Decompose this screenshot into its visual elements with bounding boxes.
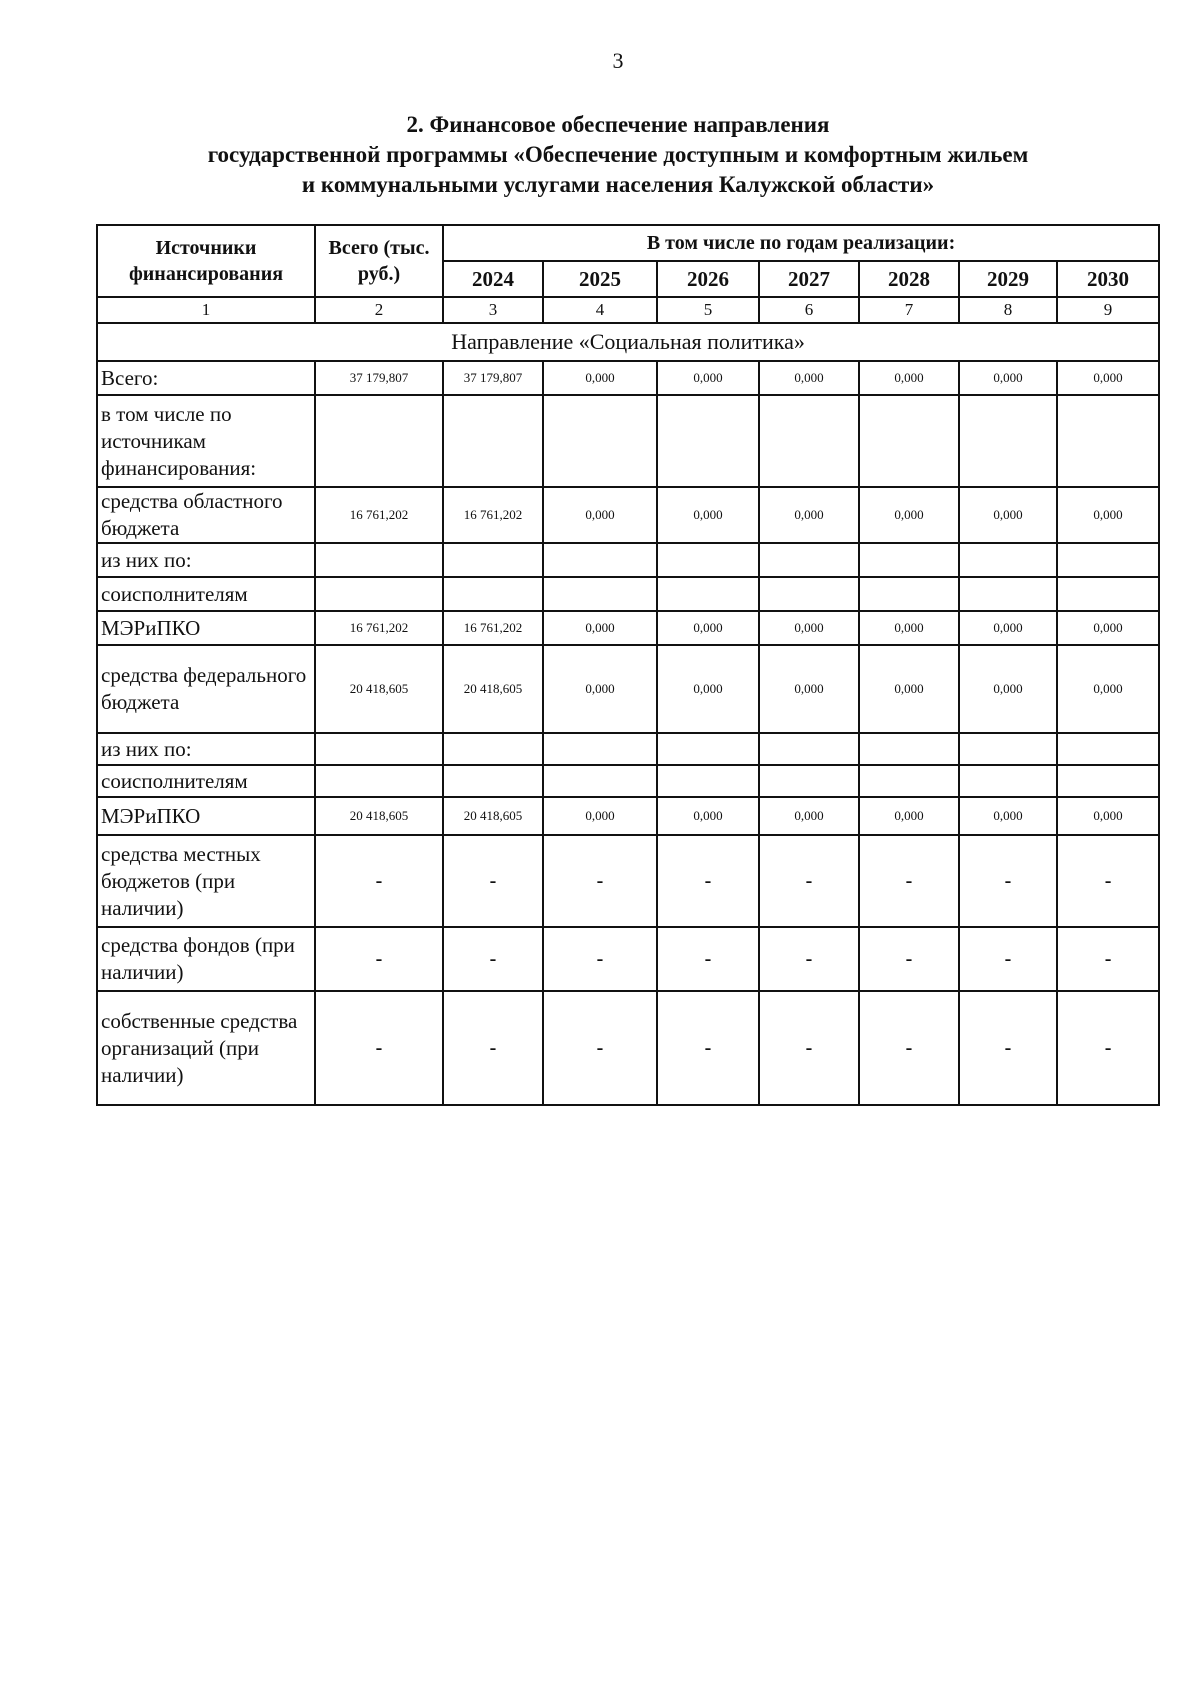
row-year-value bbox=[859, 765, 959, 797]
row-year-value: 20 418,605 bbox=[443, 645, 543, 733]
row-year-value: - bbox=[1057, 835, 1159, 927]
column-number: 3 bbox=[443, 297, 543, 323]
row-total: - bbox=[315, 991, 443, 1105]
row-label: средства местных бюджетов (при наличии) bbox=[97, 835, 315, 927]
row-year-value bbox=[1057, 733, 1159, 765]
row-year-value bbox=[543, 395, 657, 487]
section-title: Направление «Социальная политика» bbox=[97, 323, 1159, 361]
row-year-value: - bbox=[959, 991, 1057, 1105]
row-year-value bbox=[543, 765, 657, 797]
table-row bbox=[97, 487, 1159, 543]
row-year-value bbox=[959, 765, 1057, 797]
row-year-value bbox=[959, 733, 1057, 765]
row-year-value: 0,000 bbox=[1057, 797, 1159, 835]
table-row bbox=[97, 611, 1159, 645]
row-total bbox=[315, 577, 443, 611]
row-year-value: - bbox=[543, 991, 657, 1105]
row-year-value: 0,000 bbox=[959, 797, 1057, 835]
row-year-value bbox=[443, 395, 543, 487]
row-label: Всего: bbox=[97, 361, 315, 395]
row-year-value bbox=[1057, 543, 1159, 577]
row-year-value: 0,000 bbox=[859, 645, 959, 733]
row-year-value: 0,000 bbox=[859, 611, 959, 645]
row-year-value bbox=[443, 765, 543, 797]
row-year-value: 0,000 bbox=[959, 611, 1057, 645]
column-number: 9 bbox=[1057, 297, 1159, 323]
row-year-value: 0,000 bbox=[759, 611, 859, 645]
row-label: средства областного бюджета bbox=[97, 487, 315, 543]
row-year-value bbox=[657, 543, 759, 577]
row-year-value: - bbox=[1057, 927, 1159, 991]
row-total: - bbox=[315, 835, 443, 927]
document-title bbox=[0, 110, 1200, 200]
row-label: МЭРиПКО bbox=[97, 797, 315, 835]
row-label: средства фондов (при наличии) bbox=[97, 927, 315, 991]
row-year-value bbox=[657, 765, 759, 797]
header-year: 2024 bbox=[443, 261, 543, 297]
row-total: 20 418,605 bbox=[315, 645, 443, 733]
row-label: МЭРиПКО bbox=[97, 611, 315, 645]
header-year: 2026 bbox=[657, 261, 759, 297]
row-year-value: - bbox=[657, 835, 759, 927]
header-year: 2027 bbox=[759, 261, 859, 297]
row-year-value: 20 418,605 bbox=[443, 797, 543, 835]
row-year-value bbox=[543, 543, 657, 577]
row-year-value: 0,000 bbox=[543, 645, 657, 733]
column-number: 5 bbox=[657, 297, 759, 323]
row-year-value: 0,000 bbox=[959, 487, 1057, 543]
row-year-value: 0,000 bbox=[759, 797, 859, 835]
column-number: 8 bbox=[959, 297, 1057, 323]
row-year-value: 0,000 bbox=[1057, 645, 1159, 733]
table-row bbox=[97, 927, 1159, 991]
row-year-value bbox=[959, 577, 1057, 611]
column-number: 6 bbox=[759, 297, 859, 323]
row-year-value: - bbox=[759, 927, 859, 991]
row-year-value: 0,000 bbox=[543, 361, 657, 395]
column-number: 2 bbox=[315, 297, 443, 323]
row-year-value: - bbox=[657, 991, 759, 1105]
column-numbers-row bbox=[97, 297, 1159, 323]
table-row bbox=[97, 991, 1159, 1105]
row-label: соисполнителям bbox=[97, 577, 315, 611]
table-row bbox=[97, 835, 1159, 927]
row-label: в том числе по источникам финансирования: bbox=[97, 395, 315, 487]
row-year-value: 0,000 bbox=[657, 645, 759, 733]
table-row bbox=[97, 797, 1159, 835]
row-year-value bbox=[859, 395, 959, 487]
row-label: соисполнителям bbox=[97, 765, 315, 797]
row-year-value: 0,000 bbox=[1057, 361, 1159, 395]
column-number: 1 bbox=[97, 297, 315, 323]
row-year-value: 16 761,202 bbox=[443, 611, 543, 645]
row-year-value: - bbox=[443, 991, 543, 1105]
row-year-value bbox=[759, 395, 859, 487]
row-year-value: 0,000 bbox=[1057, 487, 1159, 543]
title-line-3: и коммунальными услугами населения Калужской области» bbox=[301, 172, 935, 197]
row-year-value: - bbox=[443, 927, 543, 991]
row-year-value bbox=[859, 733, 959, 765]
header-year: 2030 bbox=[1057, 261, 1159, 297]
row-total: 16 761,202 bbox=[315, 611, 443, 645]
row-year-value: 0,000 bbox=[543, 797, 657, 835]
section-row bbox=[97, 323, 1159, 361]
row-year-value bbox=[1057, 577, 1159, 611]
row-year-value: 16 761,202 bbox=[443, 487, 543, 543]
table-row bbox=[97, 765, 1159, 797]
row-year-value: - bbox=[859, 835, 959, 927]
table-row bbox=[97, 645, 1159, 733]
row-total: 16 761,202 bbox=[315, 487, 443, 543]
row-year-value bbox=[859, 543, 959, 577]
row-year-value: 0,000 bbox=[759, 645, 859, 733]
row-year-value bbox=[1057, 765, 1159, 797]
row-year-value: - bbox=[759, 991, 859, 1105]
row-total bbox=[315, 395, 443, 487]
column-number: 4 bbox=[543, 297, 657, 323]
table-row bbox=[97, 733, 1159, 765]
row-year-value bbox=[443, 733, 543, 765]
row-total: 20 418,605 bbox=[315, 797, 443, 835]
row-year-value: 0,000 bbox=[859, 487, 959, 543]
row-label: из них по: bbox=[97, 733, 315, 765]
row-total bbox=[315, 543, 443, 577]
row-year-value bbox=[543, 733, 657, 765]
row-total: 37 179,807 bbox=[315, 361, 443, 395]
row-year-value: - bbox=[443, 835, 543, 927]
row-year-value: 0,000 bbox=[657, 487, 759, 543]
row-year-value: - bbox=[759, 835, 859, 927]
row-year-value: 0,000 bbox=[959, 645, 1057, 733]
row-year-value bbox=[657, 577, 759, 611]
title-line-1: 2. Финансовое обеспечение направления bbox=[406, 112, 830, 137]
row-label: из них по: bbox=[97, 543, 315, 577]
row-year-value: - bbox=[959, 835, 1057, 927]
row-year-value bbox=[959, 543, 1057, 577]
row-year-value: 0,000 bbox=[859, 361, 959, 395]
row-year-value: 0,000 bbox=[959, 361, 1057, 395]
row-year-value: 0,000 bbox=[543, 487, 657, 543]
header-year: 2028 bbox=[859, 261, 959, 297]
table-row bbox=[97, 361, 1159, 395]
row-year-value bbox=[543, 577, 657, 611]
row-total bbox=[315, 765, 443, 797]
header-year: 2025 bbox=[543, 261, 657, 297]
row-year-value: - bbox=[859, 991, 959, 1105]
table-row bbox=[97, 577, 1159, 611]
row-year-value bbox=[759, 765, 859, 797]
row-year-value: 0,000 bbox=[657, 611, 759, 645]
row-total bbox=[315, 733, 443, 765]
row-year-value: - bbox=[859, 927, 959, 991]
row-year-value bbox=[959, 395, 1057, 487]
header-years-caption: В том числе по годам реализации: bbox=[443, 225, 1159, 261]
row-year-value: 0,000 bbox=[657, 797, 759, 835]
row-year-value: - bbox=[657, 927, 759, 991]
table-row bbox=[97, 543, 1159, 577]
header-source: Источники финансирования bbox=[97, 225, 315, 297]
row-year-value: 0,000 bbox=[759, 361, 859, 395]
row-year-value: 0,000 bbox=[759, 487, 859, 543]
row-year-value: - bbox=[1057, 991, 1159, 1105]
row-year-value: - bbox=[543, 835, 657, 927]
row-year-value: - bbox=[543, 927, 657, 991]
row-year-value bbox=[657, 733, 759, 765]
row-year-value bbox=[443, 543, 543, 577]
page-number: 3 bbox=[612, 48, 624, 73]
row-year-value: 37 179,807 bbox=[443, 361, 543, 395]
row-year-value bbox=[443, 577, 543, 611]
financing-table bbox=[96, 224, 1160, 1106]
row-year-value: 0,000 bbox=[657, 361, 759, 395]
table-row bbox=[97, 395, 1159, 487]
header-total: Всего (тыс. руб.) bbox=[315, 225, 443, 297]
row-total: - bbox=[315, 927, 443, 991]
row-year-value bbox=[1057, 395, 1159, 487]
row-year-value: 0,000 bbox=[543, 611, 657, 645]
row-year-value bbox=[859, 577, 959, 611]
header-year: 2029 bbox=[959, 261, 1057, 297]
title-line-2: государственной программы «Обеспечение доступным и комфортным жильем bbox=[207, 142, 1029, 167]
row-year-value bbox=[759, 577, 859, 611]
row-label: средства федерального бюджета bbox=[97, 645, 315, 733]
row-year-value: 0,000 bbox=[1057, 611, 1159, 645]
row-year-value bbox=[759, 543, 859, 577]
row-year-value: 0,000 bbox=[859, 797, 959, 835]
row-year-value bbox=[759, 733, 859, 765]
row-label: собственные средства организаций (при наличии) bbox=[97, 991, 315, 1105]
column-number: 7 bbox=[859, 297, 959, 323]
row-year-value: - bbox=[959, 927, 1057, 991]
row-year-value bbox=[657, 395, 759, 487]
